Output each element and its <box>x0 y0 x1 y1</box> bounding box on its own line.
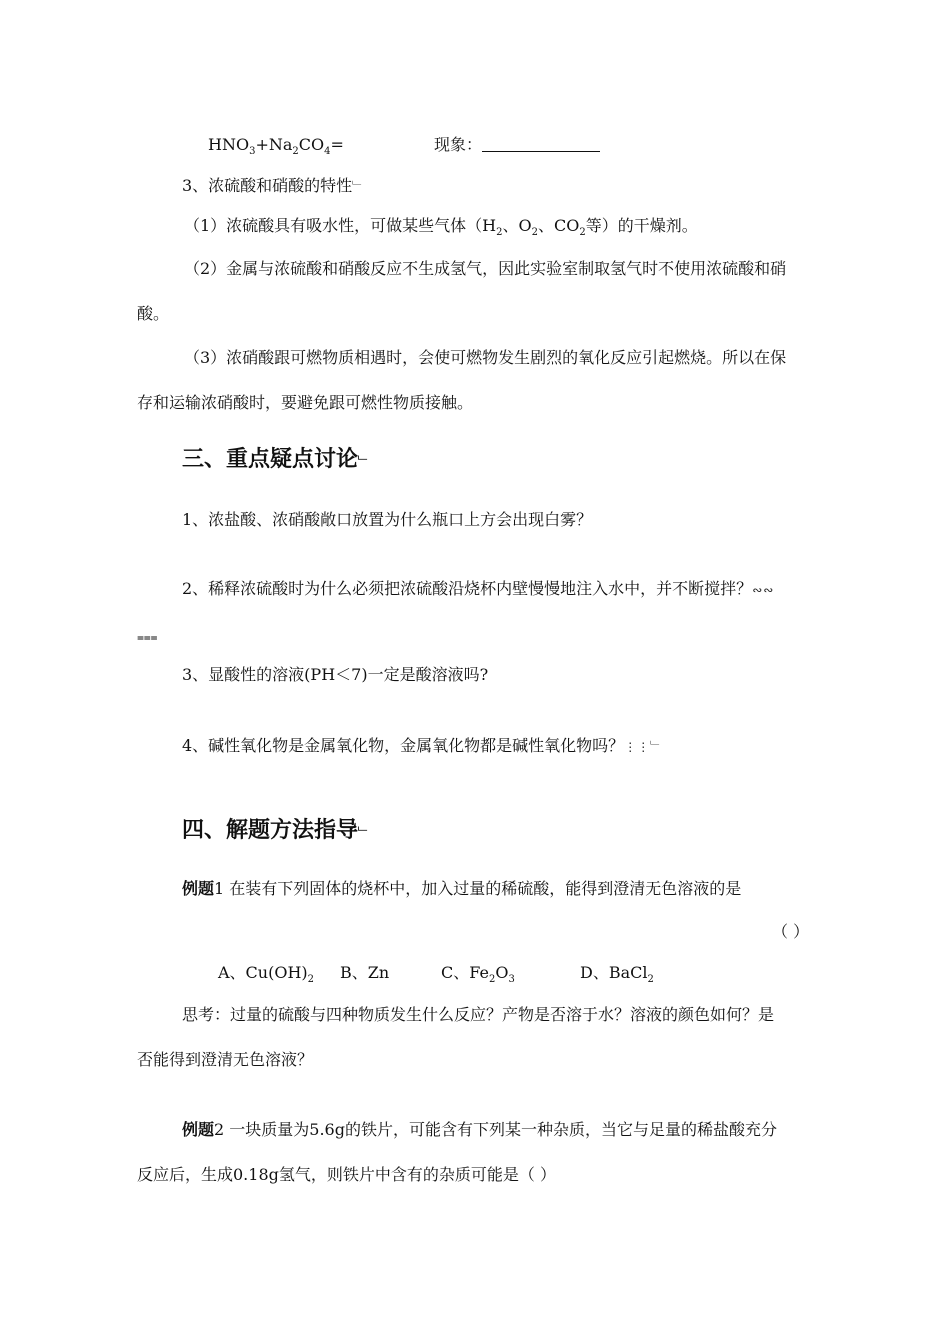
dots-mark-icon: ⋮⋮ <box>624 740 651 754</box>
example-1-label: 例题 <box>182 879 215 898</box>
equation-text: $HNO_3+Na_2CO_4=$ <box>208 135 344 158</box>
subsection-title: 3、浓硫酸和硝酸的特性﹂ <box>182 176 366 195</box>
discussion-question-2: 2、稀释浓硫酸时为什么必须把浓硫酸沿烧杯内壁慢慢地注入水中，并不断搅拌？∾∾ <box>182 579 775 598</box>
phenomenon-field <box>434 134 600 156</box>
paragraph-mark-icon: ﹂ <box>352 180 366 194</box>
option-c: C、$Fe_2O_3$ <box>441 963 515 986</box>
scribble-mark-icon: ∾∾ <box>752 583 775 597</box>
equation-line <box>208 134 344 156</box>
example-1-thinking-line2: 否能得到澄清无色溶液？ <box>137 1050 314 1069</box>
phenomenon-blank <box>482 137 600 152</box>
example-2-question-line1: 例题2 一块质量为5.6g的铁片，可能含有下列某一种杂质，当它与足量的稀盐酸充分 <box>182 1120 777 1139</box>
example-1-thinking-line1: 思考：过量的硫酸与四种物质发生什么反应？产物是否溶于水？溶液的颜色如何？是 <box>182 1005 775 1024</box>
option-d: D、BaCl$_2$ <box>580 963 654 986</box>
example-1-question: 例题1 在装有下列固体的烧杯中，加入过量的稀硫酸，能得到澄清无色溶液的是 <box>182 879 742 898</box>
paragraph-mark-icon: ﹂ <box>358 826 372 840</box>
section-heading-discussion: 三、重点疑点讨论﹂ <box>182 447 372 472</box>
paragraph-mark-icon: ﹂ <box>358 455 372 469</box>
discussion-question-1: 1、浓盐酸、浓硝酸敞口放置为什么瓶口上方会出现白雾？ <box>182 510 593 529</box>
discussion-question-4: 4、碱性氧化物是金属氧化物，金属氧化物都是碱性氧化物吗？⋮⋮﹂ <box>182 736 664 755</box>
stray-mark-icon: ⩶ <box>137 630 158 644</box>
property-item-3-line2: 存和运输浓硝酸时，要避免跟可燃性物质接触。 <box>137 393 474 412</box>
property-item-2-line2: 酸。 <box>137 304 170 323</box>
example-2-question-line2: 反应后，生成0.18g氢气，则铁片中含有的杂质可能是（ ） <box>137 1165 556 1184</box>
section-heading-methods: 四、解题方法指导﹂ <box>182 818 372 843</box>
example-1-answer-bracket: （ ） <box>772 922 810 941</box>
property-item-2-line1: （2）金属与浓硫酸和硝酸反应不生成氢气，因此实验室制取氢气时不使用浓硫酸和硝 <box>184 259 787 278</box>
property-item-1: （1）浓硫酸具有吸水性，可做某些气体（$H_2$、$O_2$、$CO_2$等）的干燥剂。 <box>184 216 698 239</box>
option-a: A、$Cu(OH)_2$ <box>218 963 315 986</box>
phenomenon-label: 现象： <box>434 135 483 154</box>
discussion-question-3: 3、显酸性的溶液(PH＜7)一定是酸溶液吗? <box>182 665 489 684</box>
example-2-label: 例题 <box>182 1120 215 1139</box>
paragraph-mark-icon: ﹂ <box>650 740 664 754</box>
option-b: B、Zn <box>340 963 390 982</box>
property-item-3-line1: （3）浓硝酸跟可燃物质相遇时，会使可燃物发生剧烈的氧化反应引起燃烧。所以在保 <box>184 348 787 367</box>
